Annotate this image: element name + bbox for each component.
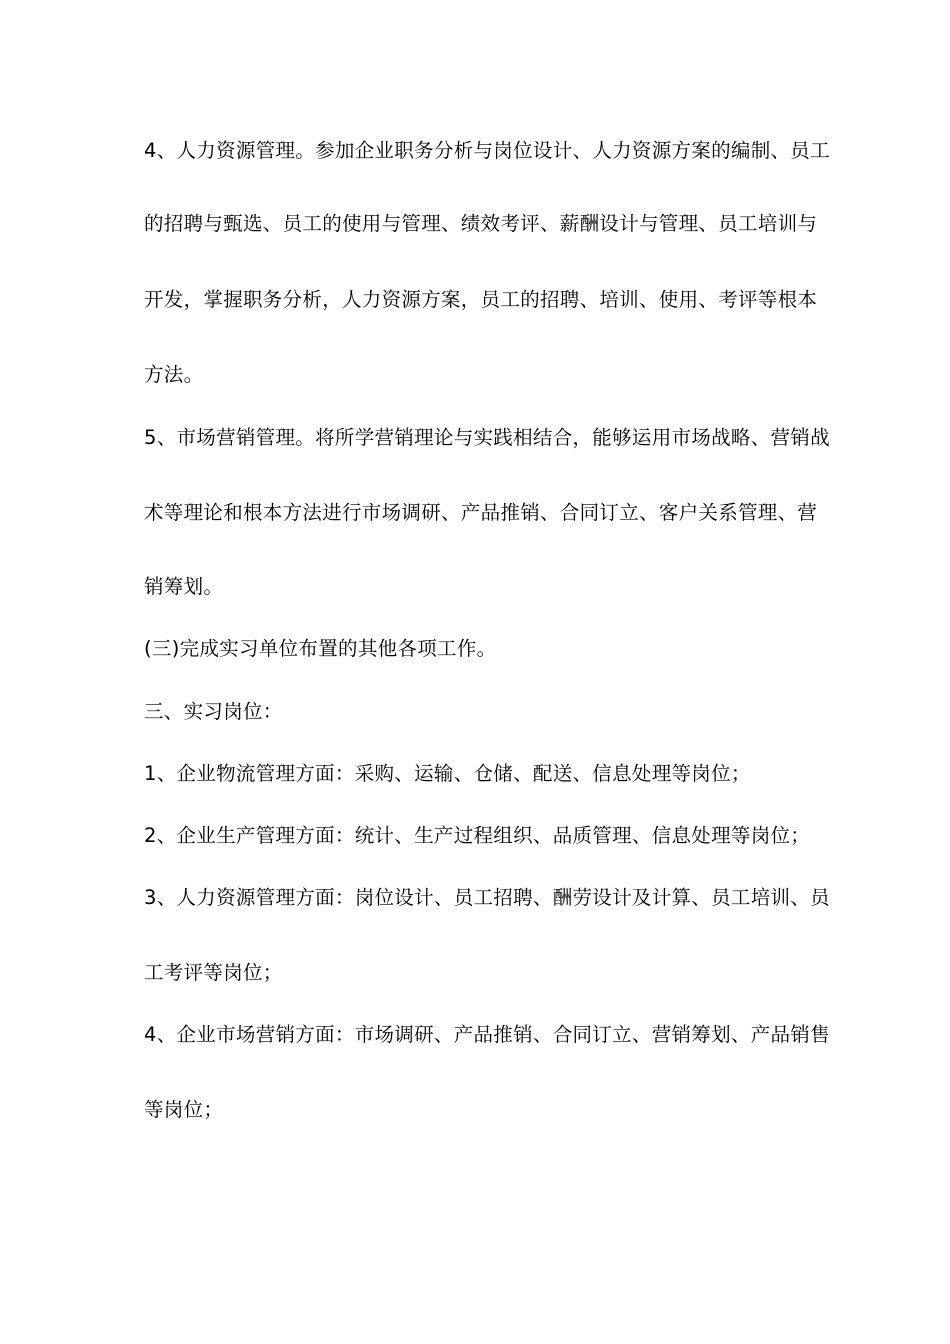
paragraph-line-hr-4: 方法。 [144,363,204,386]
position-item-production: 2、企业生产管理方面：统计、生产过程组织、品质管理、信息处理等岗位； [144,824,811,847]
position-item-marketing-2: 等岗位； [144,1098,224,1121]
paragraph-line-hr-2: 的招聘与甄选、员工的使用与管理、绩效考评、薪酬设计与管理、员工培训与 [144,212,818,235]
paragraph-line-hr-3: 开发，掌握职务分析，人力资源方案，员工的招聘、培训、使用、考评等根本 [144,288,818,311]
position-item-marketing-1: 4、企业市场营销方面：市场调研、产品推销、合同订立、营销筹划、产品销售 [144,1023,830,1046]
position-item-logistics: 1、企业物流管理方面：采购、运输、仓储、配送、信息处理等岗位； [144,762,751,785]
paragraph-line-marketing-2: 术等理论和根本方法进行市场调研、产品推销、合同订立、客户关系管理、营 [144,501,818,524]
paragraph-line-marketing-1: 5、市场营销管理。将所学营销理论与实践相结合，能够运用市场战略、营销战 [144,426,830,449]
section-item-other-tasks: (三)完成实习单位布置的其他各项工作。 [144,637,497,660]
paragraph-line-hr-1: 4、人力资源管理。参加企业职务分析与岗位设计、人力资源方案的编制、员工 [144,139,830,162]
position-item-hr-1: 3、人力资源管理方面：岗位设计、员工招聘、酬劳设计及计算、员工培训、员 [144,886,830,909]
position-item-hr-2: 工考评等岗位； [144,961,283,984]
section-heading-positions: 三、实习岗位： [144,700,283,723]
paragraph-line-marketing-3: 销筹划。 [144,575,224,598]
